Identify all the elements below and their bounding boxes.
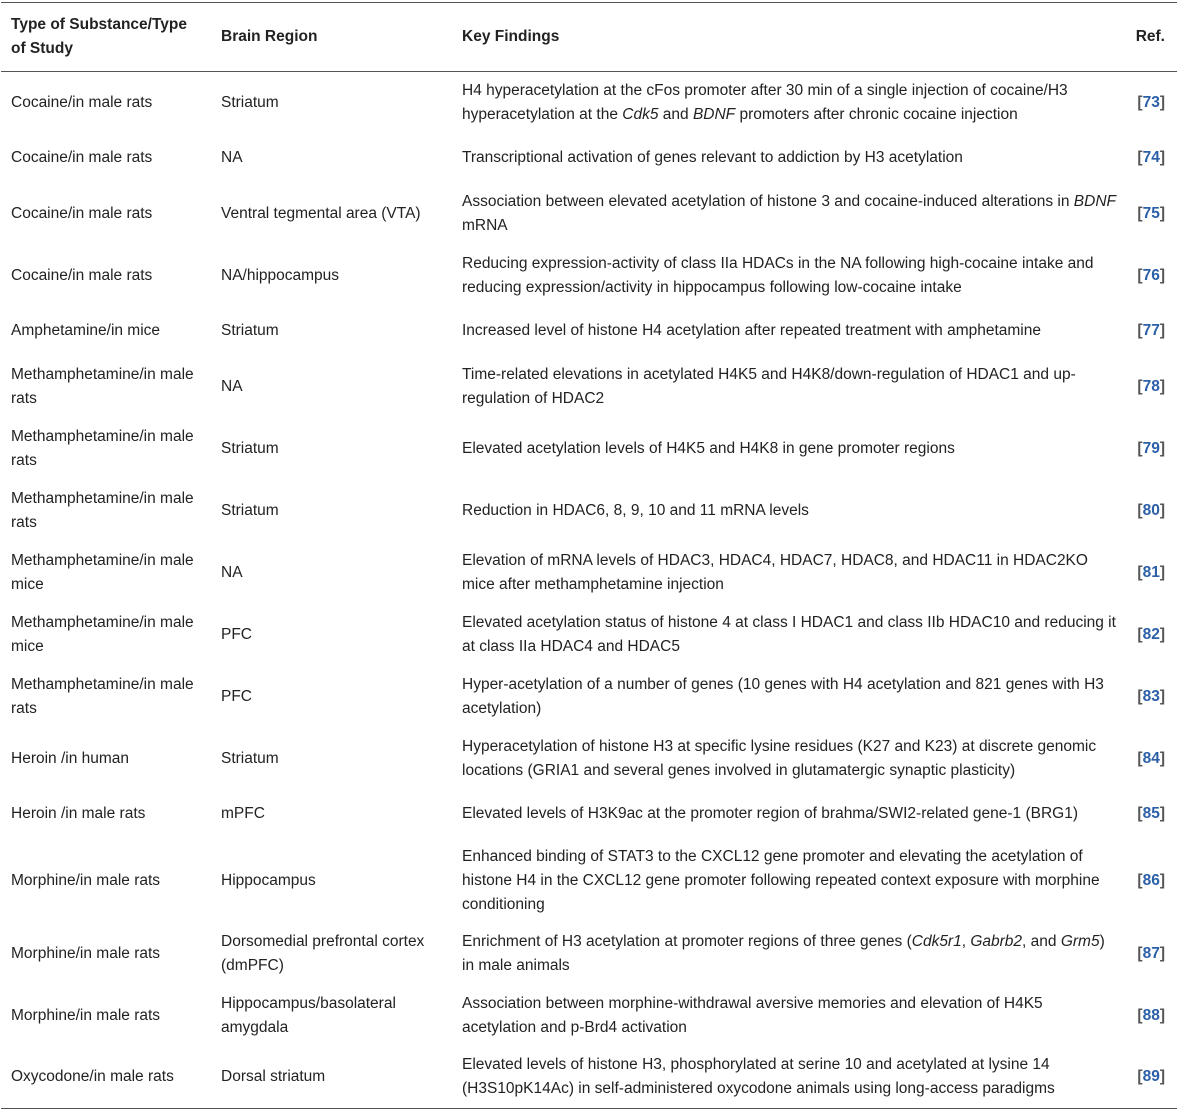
cell-ref: [80] bbox=[1137, 501, 1165, 519]
cell-ref: [87] bbox=[1137, 944, 1165, 962]
cell-region: Hippocampus/basolateral amygdala bbox=[221, 994, 396, 1036]
cell-region: PFC bbox=[221, 687, 252, 705]
cell-ref: [73] bbox=[1137, 93, 1165, 111]
ref-link[interactable]: 84 bbox=[1142, 749, 1160, 767]
cell-region: NA bbox=[221, 377, 243, 395]
table-row bbox=[1, 666, 1177, 728]
findings-text: Hyper-acetylation of a number of genes (10 genes with H4 acetylation and 821 genes with H3 acetylation) bbox=[462, 675, 1104, 717]
ref-link[interactable]: 74 bbox=[1142, 149, 1160, 166]
findings-gene-italic: Grm5 bbox=[1060, 932, 1100, 950]
findings-gene-italic: BDNF bbox=[1073, 192, 1116, 210]
cell-substance: Methamphetamine/in male mice bbox=[11, 551, 194, 593]
cell-ref: [86] bbox=[1137, 871, 1165, 889]
table-row bbox=[1, 356, 1177, 418]
findings-text: Enrichment of H3 acetylation at promoter regions of three genes ( bbox=[462, 932, 912, 950]
cell-findings bbox=[452, 245, 1127, 307]
header-ref: Ref. bbox=[1135, 28, 1165, 45]
cell-findings bbox=[452, 134, 1127, 183]
cell-findings bbox=[452, 418, 1127, 480]
ref-link[interactable]: 73 bbox=[1142, 93, 1160, 111]
cell-findings bbox=[452, 307, 1127, 356]
cell-ref: [84] bbox=[1137, 749, 1165, 767]
cell-region: Dorsal striatum bbox=[221, 1068, 326, 1086]
table-row bbox=[1, 923, 1177, 985]
cell-region: Striatum bbox=[221, 749, 279, 767]
cell-region: Dorsomedial prefrontal cortex (dmPFC) bbox=[221, 932, 425, 974]
ref-link[interactable]: 86 bbox=[1142, 871, 1160, 889]
substances-table bbox=[1, 2, 1177, 1109]
findings-gene-italic: Gabrb2 bbox=[970, 932, 1023, 950]
header-region: Brain Region bbox=[221, 28, 318, 45]
table-row bbox=[1, 790, 1177, 839]
ref-link[interactable]: 83 bbox=[1142, 687, 1160, 705]
ref-link[interactable]: 80 bbox=[1142, 501, 1160, 519]
cell-findings bbox=[452, 480, 1127, 542]
cell-substance: Methamphetamine/in male rats bbox=[11, 427, 194, 469]
cell-substance: Heroin /in male rats bbox=[11, 805, 146, 822]
cell-ref: [83] bbox=[1137, 687, 1165, 705]
header-substance: Type of Substance/Type of Study bbox=[11, 16, 187, 57]
table-row bbox=[1, 418, 1177, 480]
findings-gene-italic: Cdk5r1 bbox=[911, 932, 962, 950]
header-findings: Key Findings bbox=[462, 28, 560, 45]
cell-findings bbox=[452, 790, 1127, 839]
cell-substance: Morphine/in male rats bbox=[11, 871, 161, 889]
cell-ref: [76] bbox=[1137, 266, 1165, 284]
cell-region: Striatum bbox=[221, 322, 279, 339]
cell-findings bbox=[452, 356, 1127, 418]
cell-substance: Morphine/in male rats bbox=[11, 1006, 161, 1024]
findings-text: Elevated levels of H3K9ac at the promoter region of brahma/SWI2-related gene-1 (BRG1) bbox=[462, 805, 1079, 822]
cell-substance: Morphine/in male rats bbox=[11, 944, 161, 962]
findings-text: Elevated acetylation levels of H4K5 and H4K8 in gene promoter regions bbox=[462, 439, 955, 457]
findings-text: and bbox=[658, 105, 693, 123]
findings-text: Enhanced binding of STAT3 to the CXCL12 gene promoter and elevating the acetylation of histone H4 in the CXCL12 gene promoter following repeated context exposure with morphine conditioning bbox=[462, 847, 1100, 913]
ref-link[interactable]: 77 bbox=[1142, 322, 1160, 339]
cell-findings bbox=[452, 1047, 1127, 1109]
cell-findings bbox=[452, 183, 1127, 245]
ref-link[interactable]: 75 bbox=[1142, 204, 1160, 222]
header-row bbox=[1, 3, 1177, 72]
cell-region: Striatum bbox=[221, 439, 279, 457]
table-row bbox=[1, 542, 1177, 604]
findings-text: Elevated levels of histone H3, phosphorylated at serine 10 and acetylated at lysine 14 (H3S10pK14Ac) in self-administered oxycodone animals using long-access paradigms bbox=[462, 1056, 1055, 1098]
findings-text: Increased level of histone H4 acetylation after repeated treatment with amphetamine bbox=[462, 322, 1041, 339]
cell-substance: Methamphetamine/in male mice bbox=[11, 613, 194, 655]
cell-region: mPFC bbox=[221, 805, 265, 822]
findings-text: mRNA bbox=[462, 216, 508, 234]
table-row bbox=[1, 134, 1177, 183]
table-row bbox=[1, 985, 1177, 1047]
table-row bbox=[1, 604, 1177, 666]
cell-ref: [74] bbox=[1137, 149, 1165, 166]
findings-gene-italic: Cdk5 bbox=[622, 105, 659, 123]
table-row bbox=[1, 1047, 1177, 1109]
ref-link[interactable]: 78 bbox=[1142, 377, 1160, 395]
cell-substance: Oxycodone/in male rats bbox=[11, 1068, 174, 1086]
cell-ref: [88] bbox=[1137, 1006, 1165, 1024]
cell-findings bbox=[452, 604, 1127, 666]
ref-link[interactable]: 89 bbox=[1142, 1068, 1160, 1086]
cell-substance: Methamphetamine/in male rats bbox=[11, 489, 194, 531]
cell-findings bbox=[452, 72, 1127, 134]
table-row bbox=[1, 72, 1177, 134]
findings-text: Transcriptional activation of genes relevant to addiction by H3 acetylation bbox=[462, 149, 963, 166]
cell-ref: [78] bbox=[1137, 377, 1165, 395]
cell-ref: [75] bbox=[1137, 204, 1165, 222]
cell-substance: Methamphetamine/in male rats bbox=[11, 365, 194, 407]
ref-link[interactable]: 82 bbox=[1142, 625, 1160, 643]
findings-gene-italic: BDNF bbox=[692, 105, 736, 123]
findings-text: Reducing expression-activity of class IIa HDACs in the NA following high-cocaine intake and reducing expression/activity in hippocampus following low-cocaine intake bbox=[462, 254, 1094, 296]
cell-findings bbox=[452, 839, 1127, 923]
cell-substance: Cocaine/in male rats bbox=[11, 266, 153, 284]
findings-text: Elevated acetylation status of histone 4 at class I HDAC1 and class IIb HDAC10 and reducing it at class IIa HDAC4 and HDAC5 bbox=[462, 613, 1116, 655]
cell-substance: Methamphetamine/in male rats bbox=[11, 675, 194, 717]
cell-ref: [81] bbox=[1137, 563, 1165, 581]
cell-region: Striatum bbox=[221, 501, 279, 519]
ref-link[interactable]: 81 bbox=[1142, 563, 1160, 581]
findings-text: Elevation of mRNA levels of HDAC3, HDAC4, HDAC7, HDAC8, and HDAC11 in HDAC2KO mice after methamphetamine injection bbox=[462, 551, 1088, 593]
findings-text: Hyperacetylation of histone H3 at specific lysine residues (K27 and K23) at discrete genomic locations (GRIA1 and several genes involved in glutamatergic synaptic plasticity) bbox=[462, 737, 1097, 779]
cell-substance: Heroin /in human bbox=[11, 749, 130, 767]
cell-region: Hippocampus bbox=[221, 871, 316, 889]
cell-substance: Amphetamine/in mice bbox=[11, 322, 161, 339]
table-row bbox=[1, 183, 1177, 245]
cell-region: Ventral tegmental area (VTA) bbox=[221, 204, 421, 222]
cell-substance: Cocaine/in male rats bbox=[11, 204, 153, 222]
findings-text: H4 hyperacetylation at the cFos promoter after 30 min of a single injection of cocaine/H3 hyperacetylation at the bbox=[462, 81, 1068, 123]
cell-region: NA bbox=[221, 563, 243, 581]
cell-findings bbox=[452, 666, 1127, 728]
cell-findings bbox=[452, 542, 1127, 604]
findings-text: promoters after chronic cocaine injection bbox=[735, 105, 1018, 123]
ref-link[interactable]: 88 bbox=[1142, 1006, 1160, 1024]
cell-region: NA bbox=[221, 149, 243, 166]
cell-substance: Cocaine/in male rats bbox=[11, 149, 153, 166]
cell-ref: [77] bbox=[1137, 322, 1165, 339]
table-row bbox=[1, 839, 1177, 923]
cell-ref: [79] bbox=[1137, 439, 1165, 457]
findings-text: , and bbox=[1022, 932, 1061, 950]
cell-substance: Cocaine/in male rats bbox=[11, 93, 153, 111]
cell-findings bbox=[452, 923, 1127, 985]
cell-region: PFC bbox=[221, 625, 252, 643]
cell-findings bbox=[452, 985, 1127, 1047]
findings-text: Reduction in HDAC6, 8, 9, 10 and 11 mRNA levels bbox=[462, 501, 809, 519]
cell-findings bbox=[452, 728, 1127, 790]
cell-region: Striatum bbox=[221, 93, 279, 111]
findings-text: Association between elevated acetylation of histone 3 and cocaine-induced alterations in bbox=[462, 192, 1074, 210]
ref-link[interactable]: 79 bbox=[1142, 439, 1160, 457]
ref-link[interactable]: 87 bbox=[1142, 944, 1160, 962]
ref-link[interactable]: 76 bbox=[1142, 266, 1160, 284]
ref-link[interactable]: 85 bbox=[1142, 805, 1160, 822]
findings-text: Association between morphine-withdrawal aversive memories and elevation of H4K5 acetylation and p-Brd4 activation bbox=[462, 994, 1043, 1036]
table-row bbox=[1, 245, 1177, 307]
table-row bbox=[1, 480, 1177, 542]
cell-region: NA/hippocampus bbox=[221, 266, 340, 284]
findings-text: , bbox=[961, 932, 971, 950]
table-row bbox=[1, 728, 1177, 790]
cell-ref: [82] bbox=[1137, 625, 1165, 643]
findings-text: ) in male animals bbox=[462, 932, 1105, 974]
cell-ref: [89] bbox=[1137, 1068, 1165, 1086]
findings-text: Time-related elevations in acetylated H4K5 and H4K8/down-regulation of HDAC1 and up-regulation of HDAC2 bbox=[462, 365, 1076, 407]
cell-ref: [85] bbox=[1137, 805, 1165, 822]
table-row bbox=[1, 307, 1177, 356]
